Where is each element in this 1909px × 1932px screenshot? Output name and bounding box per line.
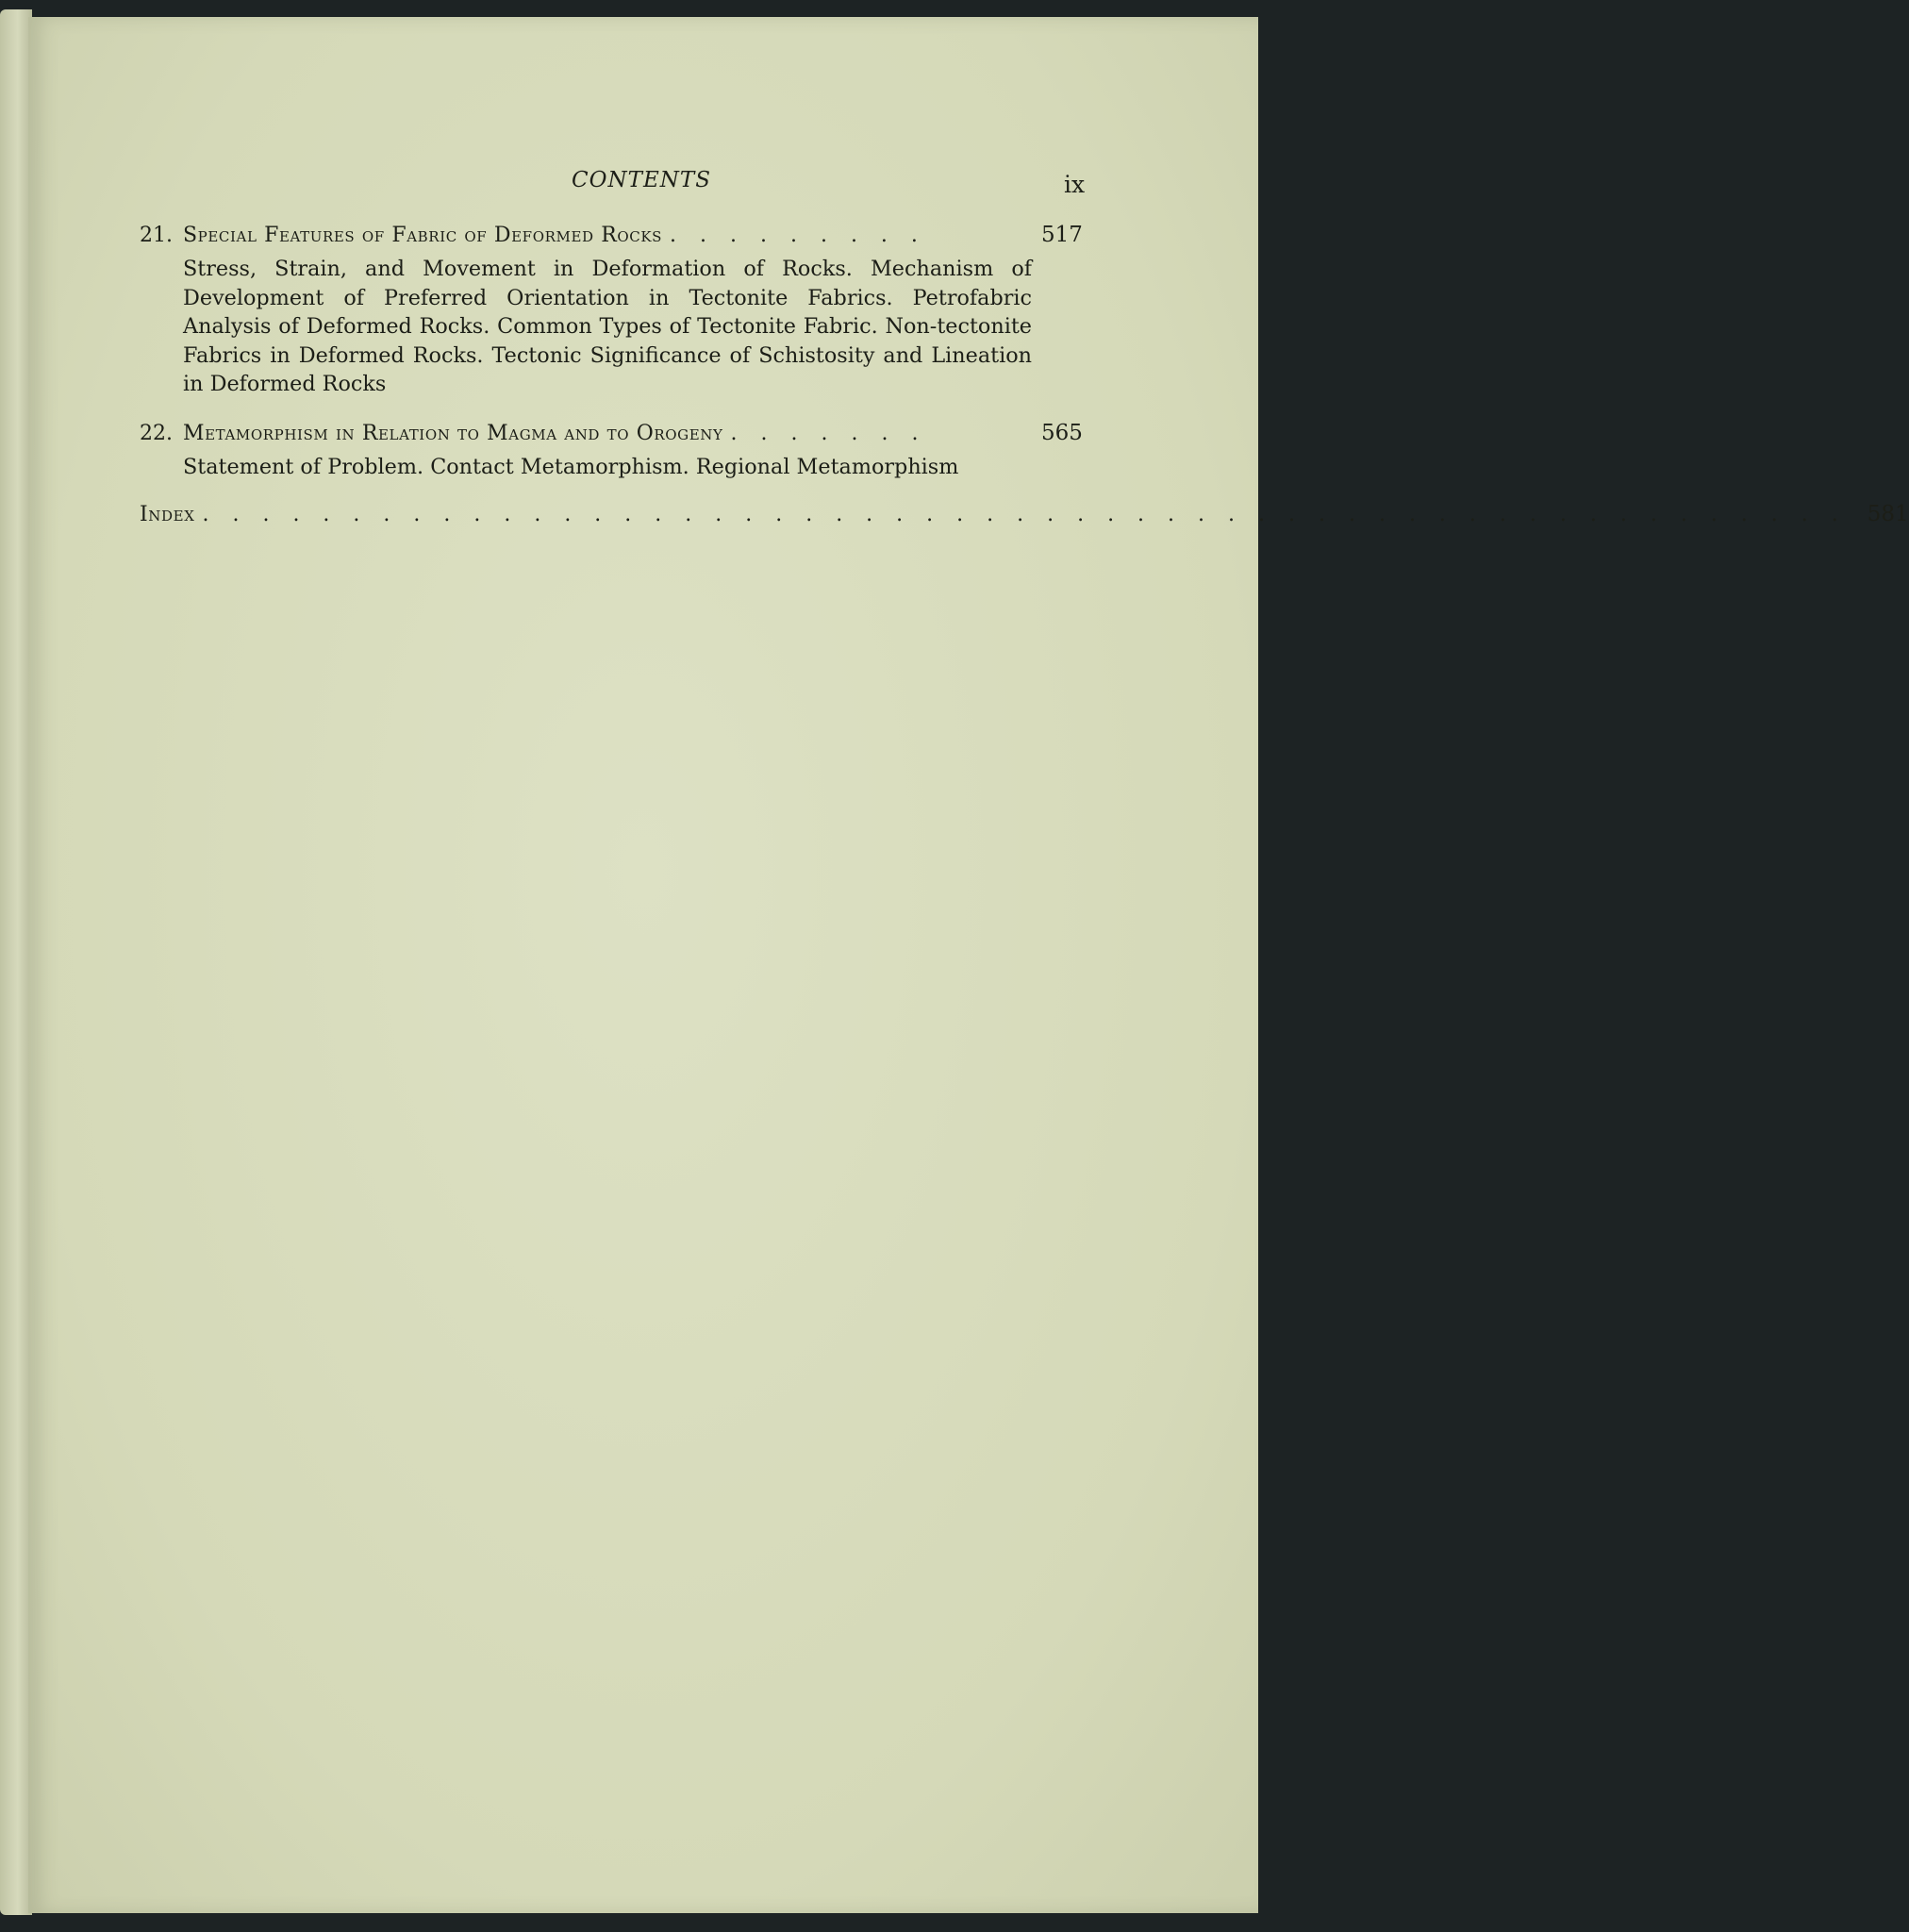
page-folio: ix xyxy=(1064,171,1086,198)
toc-entry-21 xyxy=(140,223,1083,399)
book-spine-edge xyxy=(0,9,32,1915)
chapter-page-number: 565 xyxy=(1041,421,1083,445)
toc-entry-index xyxy=(140,502,1909,526)
dot-leader: . . . . . . . . . xyxy=(670,224,926,247)
chapter-number: 22. xyxy=(140,422,173,445)
index-title: Index xyxy=(140,503,195,526)
running-header-title: CONTENTS xyxy=(572,168,711,192)
toc-entry-line xyxy=(140,421,1083,445)
index-page-number: 581 xyxy=(1867,502,1909,526)
book-page xyxy=(28,17,1909,1913)
toc-entry-line xyxy=(140,223,1083,247)
chapter-number: 21. xyxy=(140,224,173,247)
dot-leader: . . . . . . . xyxy=(730,422,927,445)
chapter-page-number: 517 xyxy=(1041,223,1083,247)
toc-entry-line xyxy=(140,502,1909,526)
chapter-summary: Stress, Strain, and Movement in Deformation of Rocks. Mechanism of Development of Preferred Orientation in Tectonite Fabrics. Petrofabric Analysis of Deformed Rocks. Common Types of Tectonite Fabric. Non-tectonite Fabrics in Deformed Rocks. Tectonic Significance of Schistosity and Lineation in Deformed Rocks xyxy=(183,257,1032,396)
toc-entry-22 xyxy=(140,421,1083,482)
chapter-title: Metamorphism in Relation to Magma and to Orogeny xyxy=(183,422,723,445)
chapter-summary: Statement of Problem. Contact Metamorphism. Regional Metamorphism xyxy=(183,455,959,479)
dot-leader: . . . . . . . . . . . . . . . . . . . . . . . . . . . . . . . . . . . . . . . . . . . . . . . . . . . . . . . xyxy=(202,503,1847,526)
chapter-title: Special Features of Fabric of Deformed Rocks xyxy=(183,224,663,247)
